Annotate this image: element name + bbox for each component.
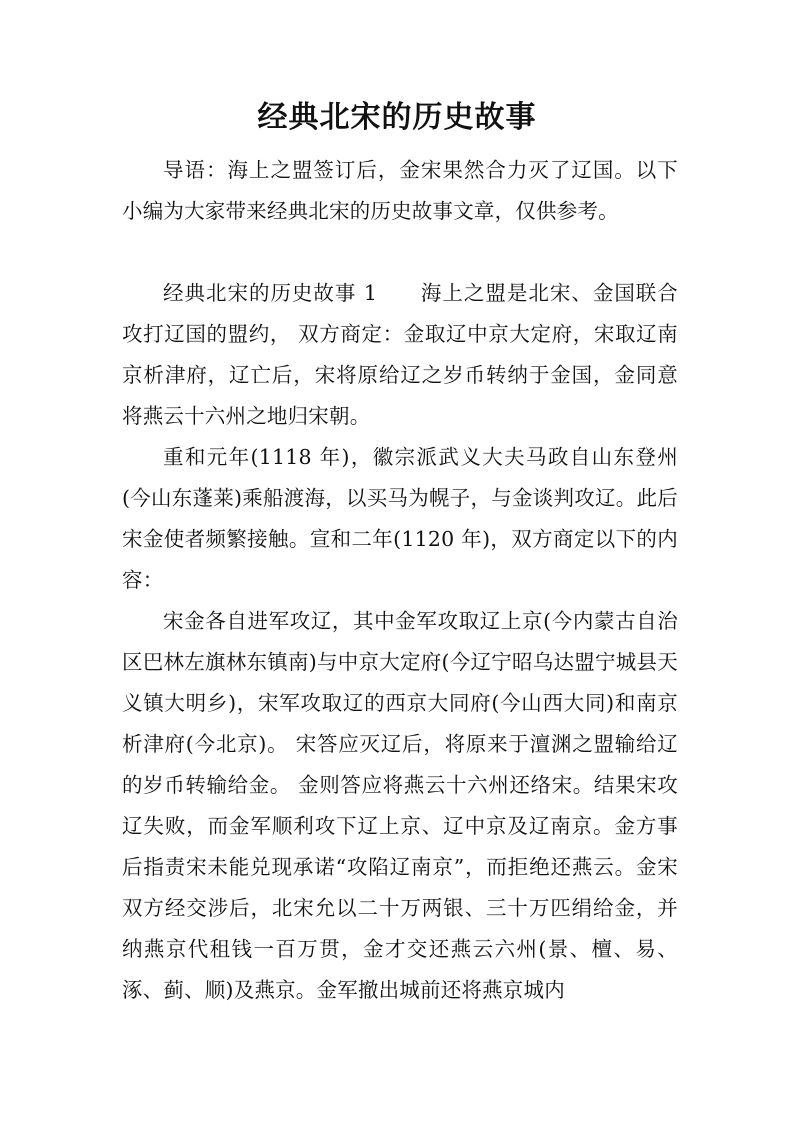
- story-paragraph-2: 重和元年(1118 年)，徽宗派武义大夫马政自山东登州(今山东蓬莱)乘船渡海，以买马为幌子，与金谈判攻辽。此后宋金使者频繁接触。宣和二年(1120 年)，双方商定以下的内容：: [122, 445, 678, 592]
- document-body: [122, 150, 678, 1011]
- story-paragraph-3: 宋金各自进军攻辽，其中金军攻取辽上京(今内蒙古自治区巴林左旗林东镇南)与中京大定府(今辽宁昭乌达盟宁城县天义镇大明乡)，宋军攻取辽的西京大同府(今山西大同)和南京析津府(今北京)。 宋答应灭辽后，将原来于澶渊之盟输给辽的岁币转输给金。 金则答应将燕云十六州还络宋。结果宋攻辽失败，而金军顺利攻下辽上京、辽中京及辽南京。金方事后指责宋未能兑现承诺“攻陷辽南京”，而拒绝还燕云。金宋双方经交涉后，北宋允以二十万两银、三十万匹绢给金，并纳燕京代租钱一百万贯，金才交还燕云六州(景、檀、易、涿、蓟、顺)及燕京。金军撤出城前还将燕京城内: [122, 609, 678, 1002]
- document-title: 经典北宋的历史故事: [257, 100, 537, 135]
- story-paragraph-1: 经典北宋的历史故事 1 海上之盟是北宋、金国联合攻打辽国的盟约， 双方商定：金取辽中京大定府，宋取辽南京析津府，辽亡后，宋将原给辽之岁币转纳于金国，金同意将燕云十六州之地归宋朝。: [122, 281, 678, 428]
- intro-paragraph: 导语：海上之盟签订后，金宋果然合力灭了辽国。以下小编为大家带来经典北宋的历史故事文章，仅供参考。: [122, 158, 678, 223]
